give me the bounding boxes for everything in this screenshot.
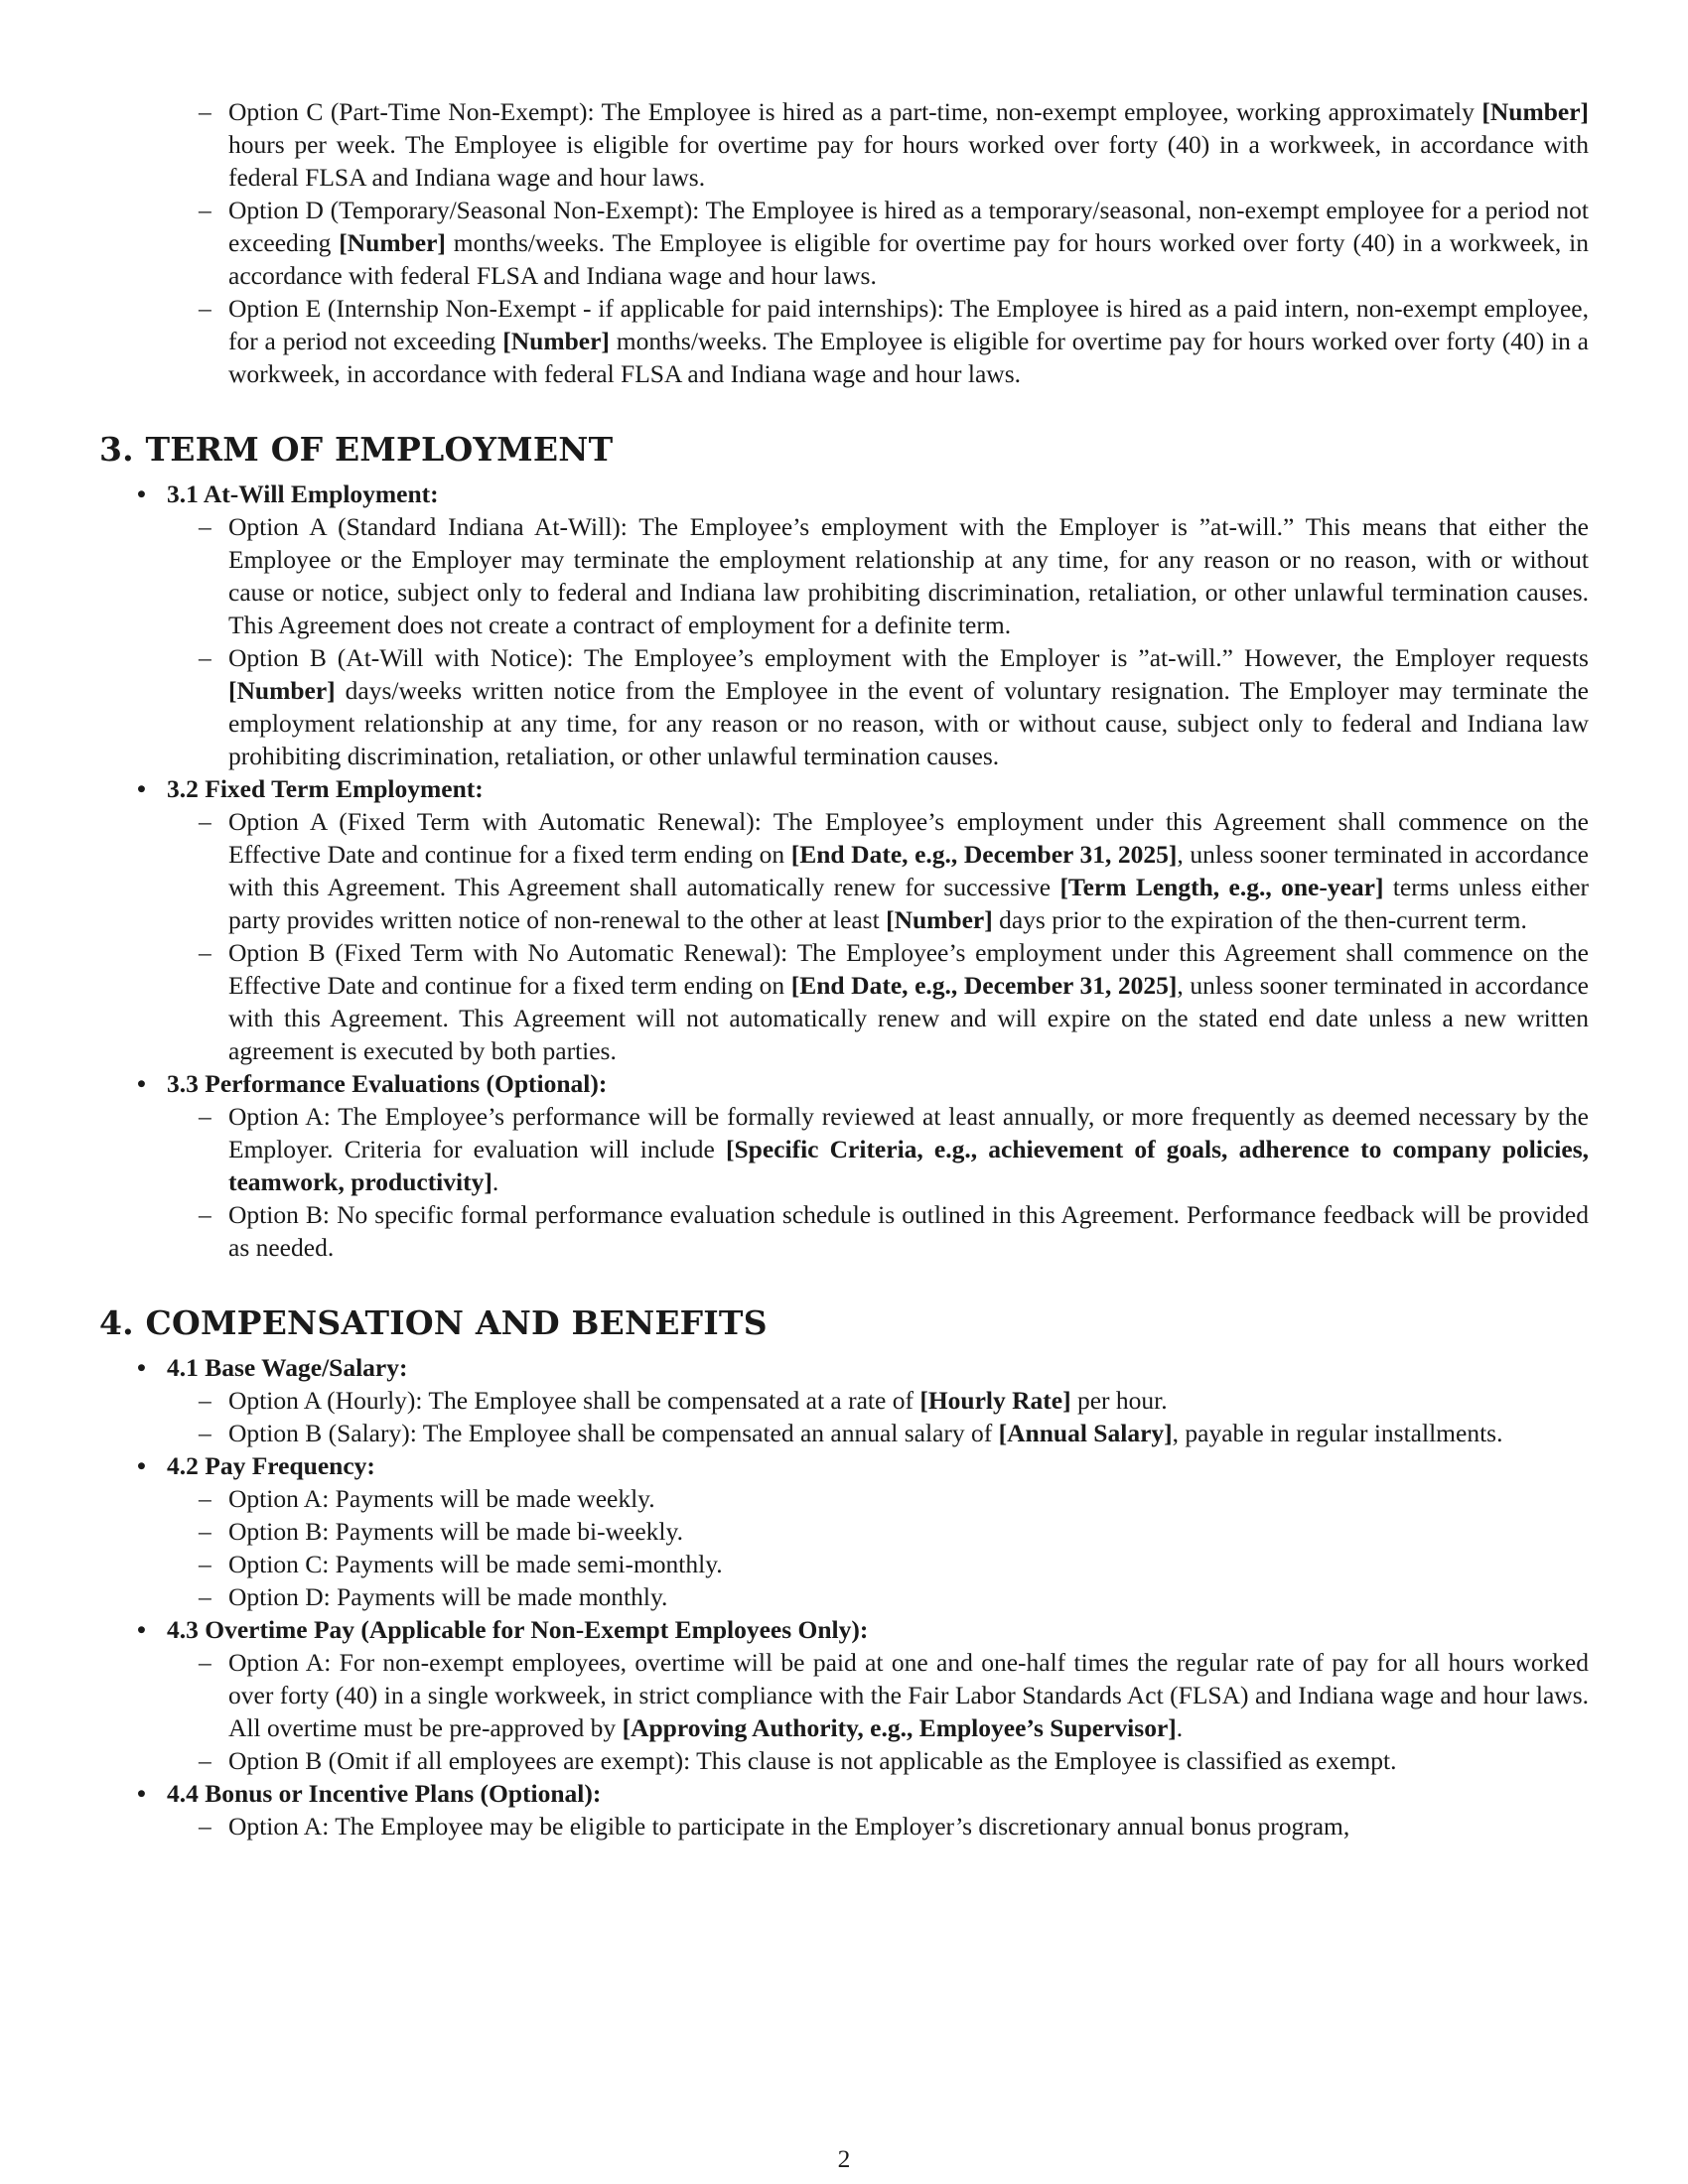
document-page [99, 95, 1589, 1843]
bullet-icon: • [137, 1069, 146, 1098]
clause-3-2 [137, 772, 1589, 1067]
option-c-part-time: – Option C (Part-Time Non-Exempt): The Employee is hired as a part-time, non-exempt employee, working approximately [Number] hours per week. The Employee is eligible for overtime pay for hours worked over forty (40) in a workweek, in accordance with federal FLSA and Indiana wage and hour laws. [228, 95, 1589, 194]
option-b-salary: – Option B (Salary): The Employee shall be compensated an annual salary of [Annual Salary], payable in regular installments. [228, 1417, 1589, 1449]
clause-heading: 3.2 Fixed Term Employment: [167, 774, 484, 803]
option-e-internship: – Option E (Internship Non-Exempt - if applicable for paid internships): The Employee is hired as a paid intern, non-exempt employee, for a period not exceeding [Number] months/weeks. The Employee is eligible for overtime pay for hours worked over forty (40) in a workweek, in accordance with federal FLSA and Indiana wage and hour laws. [228, 292, 1589, 390]
clause-3-3 [137, 1067, 1589, 1264]
placeholder-number: [Number] [502, 327, 610, 355]
clause-heading: 4.2 Pay Frequency: [167, 1451, 375, 1480]
placeholder-term-length: [Term Length, e.g., one-year] [1059, 873, 1384, 901]
option-a-bonus: – Option A: The Employee may be eligible to participate in the Employer’s discretionary annual bonus program, [228, 1810, 1589, 1843]
placeholder-number: [Number] [339, 228, 446, 257]
clause-heading: 3.3 Performance Evaluations (Optional): [167, 1069, 608, 1098]
placeholder-annual-salary: [Annual Salary] [998, 1419, 1173, 1447]
clause-heading: 4.4 Bonus or Incentive Plans (Optional): [167, 1779, 602, 1808]
option-d-temporary: – Option D (Temporary/Seasonal Non-Exempt): The Employee is hired as a temporary/seasonal, non-exempt employee for a period not exceeding [Number] months/weeks. The Employee is eligible for overtime pay for hours worked over forty (40) in a workweek, in accordance with federal FLSA and Indiana wage and hour laws. [228, 194, 1589, 292]
section-4-list [99, 1351, 1589, 1843]
section-heading-term-of-employment: 3. TERM OF EMPLOYMENT [99, 430, 614, 469]
clause-4-1 [137, 1351, 1589, 1449]
bullet-icon: • [137, 1353, 146, 1382]
option-a-standard-at-will: – Option A (Standard Indiana At-Will): The Employee’s employment with the Employer is ”at-will.” This means that either the Employee or the Employer may terminate the employment relationship at any time, for any reason or no reason, with or without cause or notice, subject only to federal and Indiana law prohibiting discrimination, retaliation, or other unlawful termination causes. This Agreement does not create a contract of employment for a definite term. [228, 510, 1589, 641]
clause-4-3 [137, 1613, 1589, 1777]
option-a-hourly: – Option A (Hourly): The Employee shall be compensated at a rate of [Hourly Rate] per hour. [228, 1384, 1589, 1417]
placeholder-end-date: [End Date, e.g., December 31, 2025] [790, 971, 1178, 1000]
clause-4-2 [137, 1449, 1589, 1613]
option-b-no-evaluation: – Option B: No specific formal performance evaluation schedule is outlined in this Agreement. Performance feedback will be provided as needed. [228, 1198, 1589, 1264]
bullet-icon: • [137, 479, 146, 508]
section-3-list [99, 478, 1589, 1264]
placeholder-approving-authority: [Approving Authority, e.g., Employee’s Supervisor] [622, 1713, 1177, 1742]
option-b-at-will-notice: – Option B (At-Will with Notice): The Employee’s employment with the Employer is ”at-will.” However, the Employer requests [Number] days/weeks written notice from the Employee in the event of voluntary resignation. The Employer may terminate the employment relationship at any time, for any reason or no reason, with or without cause, subject only to federal and Indiana law prohibiting discrimination, retaliation, or other unlawful termination causes. [228, 641, 1589, 772]
clause-4-4 [137, 1777, 1589, 1843]
placeholder-number: [Number] [886, 905, 993, 934]
bullet-icon: • [137, 1615, 146, 1644]
bullet-icon: • [137, 1779, 146, 1808]
option-d-monthly: – Option D: Payments will be made monthly. [228, 1580, 1589, 1613]
placeholder-criteria: [Specific Criteria, e.g., achievement of goals, adherence to company policies, teamwork, productivity] [228, 1135, 1589, 1196]
placeholder-hourly-rate: [Hourly Rate] [919, 1386, 1071, 1415]
clause-heading: 4.3 Overtime Pay (Applicable for Non-Exempt Employees Only): [167, 1615, 869, 1644]
bullet-icon: • [137, 774, 146, 803]
option-a-weekly: – Option A: Payments will be made weekly. [228, 1482, 1589, 1515]
section-heading-compensation: 4. COMPENSATION AND BENEFITS [99, 1303, 768, 1342]
bullet-icon: • [137, 1451, 146, 1480]
option-a-evaluation: – Option A: The Employee’s performance will be formally reviewed at least annually, or more frequently as deemed necessary by the Employer. Criteria for evaluation will include [Specific Criteria, e.g., achievement of goals, adherence to company policies, teamwork, productivity]. [228, 1100, 1589, 1198]
clause-heading: 3.1 At-Will Employment: [167, 479, 439, 508]
option-b-fixed-term-no-renewal: – Option B (Fixed Term with No Automatic Renewal): The Employee’s employment under this Agreement shall commence on the Effective Date and continue for a fixed term ending on [End Date, e.g., December 31, 2025], unless sooner terminated in accordance with this Agreement. This Agreement will not automatically renew and will expire on the stated end date unless a new written agreement is executed by both parties. [228, 936, 1589, 1067]
option-a-overtime: – Option A: For non-exempt employees, overtime will be paid at one and one-half times the regular rate of pay for all hours worked over forty (40) in a single workweek, in strict compliance with the Fair Labor Standards Act (FLSA) and Indiana wage and hour laws. All overtime must be pre-approved by [Approving Authority, e.g., Employee’s Supervisor]. [228, 1646, 1589, 1744]
placeholder-number: [Number] [1481, 97, 1589, 126]
placeholder-number: [Number] [228, 676, 336, 705]
clause-heading: 4.1 Base Wage/Salary: [167, 1353, 408, 1382]
option-b-bi-weekly: – Option B: Payments will be made bi-weekly. [228, 1515, 1589, 1548]
page-number: 2 [837, 2144, 851, 2173]
option-a-fixed-term-renewal: – Option A (Fixed Term with Automatic Renewal): The Employee’s employment under this Agreement shall commence on the Effective Date and continue for a fixed term ending on [End Date, e.g., December 31, 2025], unless sooner terminated in accordance with this Agreement. This Agreement shall automatically renew for successive [Term Length, e.g., one-year] terms unless either party provides written notice of non-renewal to the other at least [Number] days prior to the expiration of the then-current term. [228, 805, 1589, 936]
section-2-options-continued [99, 95, 1589, 390]
option-b-omit: – Option B (Omit if all employees are exempt): This clause is not applicable as the Employee is classified as exempt. [228, 1744, 1589, 1777]
option-c-semi-monthly: – Option C: Payments will be made semi-monthly. [228, 1548, 1589, 1580]
placeholder-end-date: [End Date, e.g., December 31, 2025] [790, 840, 1178, 869]
clause-3-1 [137, 478, 1589, 772]
